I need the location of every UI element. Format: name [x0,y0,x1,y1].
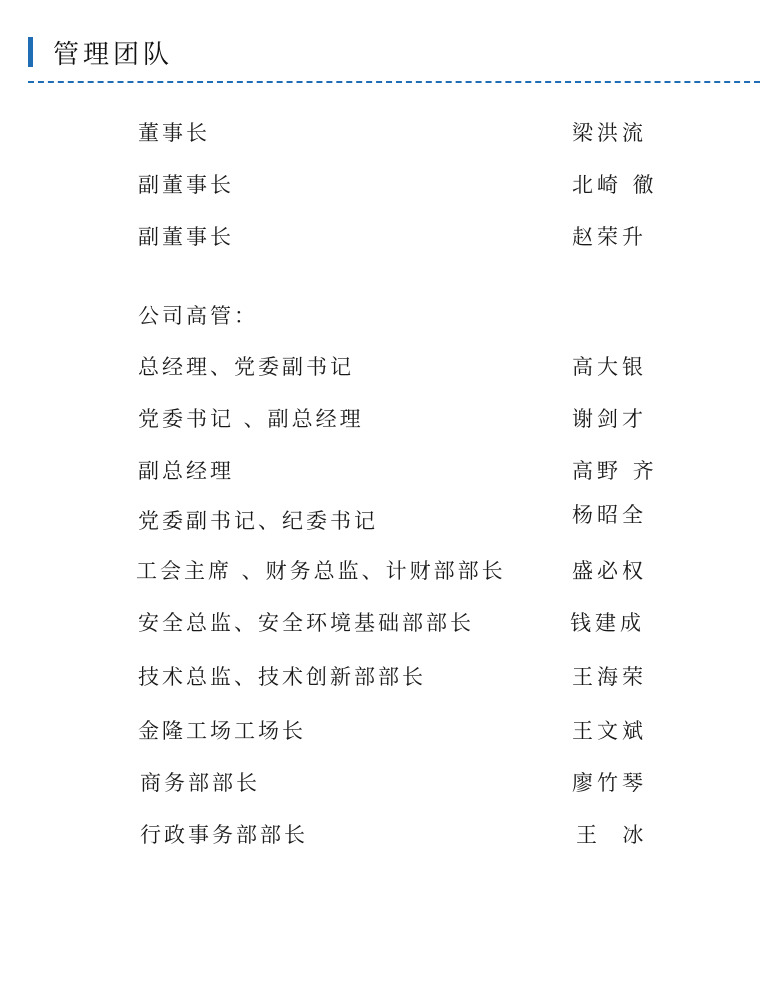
executive-row [0,404,780,434]
role-title: 党委副书记、纪委书记 [138,509,378,533]
role-title: 工会主席 、财务总监、计财部部长 [136,559,506,583]
role-title: 副董事长 [138,225,234,249]
executive-row [0,716,780,746]
person-name: 王海荣 [572,665,647,689]
person-name: 王文斌 [572,719,647,743]
role-title: 安全总监、安全环境基础部部长 [138,611,474,635]
executive-row [0,504,780,534]
board-row [0,170,780,200]
person-name: 高野 齐 [572,459,658,483]
person-name: 谢剑才 [572,407,647,431]
person-name: 盛必权 [572,559,647,583]
page-header [28,34,173,70]
person-name: 高大银 [572,355,647,379]
role-title: 党委书记 、副总经理 [138,407,364,431]
executive-row [0,352,780,382]
person-name: 杨昭全 [572,503,647,527]
executive-row [0,662,780,692]
person-name: 钱建成 [570,611,645,635]
role-title: 金隆工场工场长 [138,719,306,743]
dashed-divider [28,81,760,83]
executives-section-label: 公司高管： [138,304,258,328]
role-title: 商务部部长 [140,771,260,795]
role-title: 董事长 [138,121,210,145]
role-title: 技术总监、技术创新部部长 [138,665,426,689]
role-title: 副总经理 [138,459,234,483]
person-name: 廖竹琴 [572,771,647,795]
page-title: 管理团队 [53,39,174,70]
role-title: 副董事长 [138,173,234,197]
executive-row [0,556,780,586]
person-name: 北崎 徹 [572,173,658,197]
role-title: 行政事务部部长 [140,823,308,847]
executive-row [0,820,780,850]
person-name: 王 冰 [576,823,648,847]
board-row [0,118,780,148]
board-row [0,222,780,252]
header-accent-bar [28,37,33,67]
person-name: 梁洪流 [572,121,647,145]
person-name: 赵荣升 [572,225,647,249]
executive-row [0,608,780,638]
executive-row [0,768,780,798]
executive-row [0,456,780,486]
role-title: 总经理、党委副书记 [138,355,354,379]
